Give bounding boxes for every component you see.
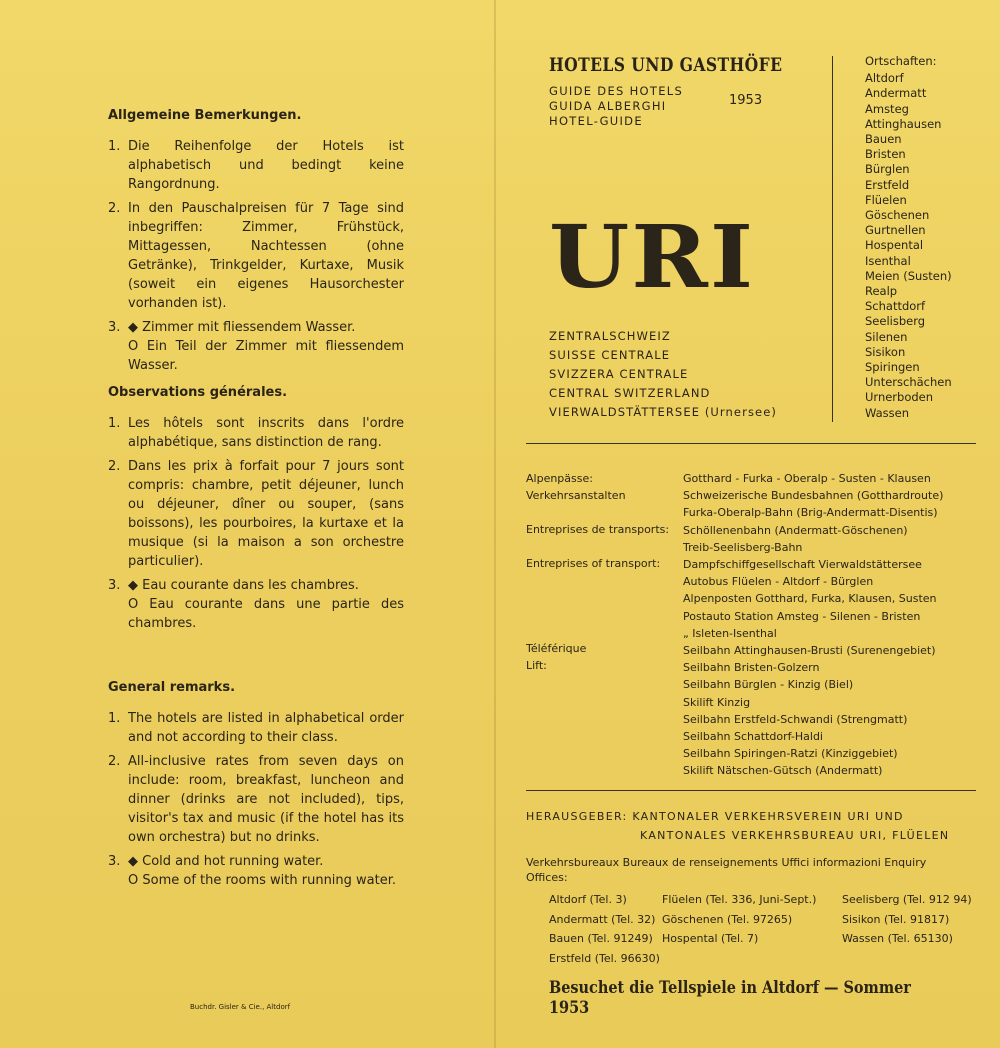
section-allgemeine (108, 108, 404, 380)
remarks-list (108, 414, 404, 633)
list-item: 3. ◆ Cold and hot running water. O Some of the rooms with running water. (108, 854, 397, 888)
places-title: Ortschaften: (865, 54, 937, 68)
section-title: Observations générales. (108, 385, 288, 400)
place-item: Seelisberg (865, 314, 926, 329)
place-item: Attinghausen (865, 116, 942, 131)
transport-line: Seilbahn Attinghausen-Brusti (Surenengebiet) (683, 644, 936, 658)
list-item: 2. In den Pauschalpreisen für 7 Tage sind inbegriffen: Zimmer, Frühstück, Mittagessen, Nachtessen (ohne Getränke), Trinkgelder, Kurtaxe, Musik (soweit ein eigenes Hausorchester vorhanden ist). (108, 201, 404, 311)
place-item: Gurtnellen (865, 223, 926, 238)
transport-line: Seilbahn Erstfeld-Schwandi (Strengmatt) (683, 712, 908, 726)
place-item: Amsteg (865, 101, 909, 116)
place-item: Sisikon (865, 344, 906, 359)
place-item: Wassen (865, 405, 910, 420)
transport-line: Schöllenenbahn (Andermatt-Göschenen) (683, 523, 908, 537)
section-title: Allgemeine Bemerkungen. (108, 108, 302, 123)
office-entry: Göschenen (Tel. 97265) (662, 912, 793, 926)
section-observations (108, 385, 404, 638)
place-item: Hospental (865, 238, 924, 253)
place-item: Andermatt (865, 86, 927, 101)
list-item: 1. Die Reihenfolge der Hotels ist alphabetisch und bedingt keine Rangordnung. (108, 139, 404, 192)
transport-labels: Alpenpässe: Verkehrsanstalten Entreprises de transports: Entreprises of transport: Téléférique Lift: (526, 472, 670, 672)
office-entry: Hospental (Tel. 7) (662, 932, 759, 945)
horizontal-divider (526, 443, 976, 444)
office-entry: Sisikon (Tel. 91817) (842, 912, 950, 926)
transport-line: Gotthard - Furka - Oberalp - Susten - Klausen (683, 472, 931, 485)
place-item: Bürglen (865, 162, 910, 177)
place-item: Erstfeld (865, 177, 910, 192)
place-item: Göschenen (865, 208, 930, 223)
place-item: Bristen (865, 147, 906, 162)
list-item: 3. ◆ Zimmer mit fliessendem Wasser. O Ein Teil der Zimmer mit fliessendem Wasser. (108, 320, 404, 373)
section-general (108, 680, 404, 895)
transport-line: Seilbahn Schattdorf-Haldi (683, 730, 823, 744)
place-item: Unterschächen (865, 375, 952, 390)
transport-line: Alpenposten Gotthard, Furka, Klausen, Susten (683, 592, 937, 606)
transport-line: Skilift Nätschen-Gütsch (Andermatt) (683, 764, 883, 778)
transport-line: Seilbahn Bürglen - Kinzig (Biel) (683, 678, 854, 692)
canton-name: URI (549, 207, 756, 308)
vertical-divider (832, 56, 833, 422)
transport-line: Treib-Seelisberg-Bahn (683, 540, 803, 554)
list-item: 1. Les hôtels sont inscrits dans l'ordre alphabétique, sans distinction de rang. (108, 416, 404, 450)
transport-line: Dampfschiffgesellschaft Vierwaldstättersee (683, 558, 922, 572)
guide-title: HOTELS UND GASTHÖFE (549, 54, 783, 76)
place-item: Meien (Susten) (865, 268, 952, 283)
section-title: General remarks. (108, 680, 236, 695)
transport-line: Seilbahn Spiringen-Ratzi (Kinziggebiet) (683, 747, 898, 761)
transport-line: Schweizerische Bundesbahnen (Gotthardroute) (683, 489, 944, 503)
remarks-list (108, 709, 404, 890)
office-entry: Flüelen (Tel. 336, Juni-Sept.) (662, 893, 817, 906)
guide-year: 1953 (729, 93, 763, 108)
printer-credit: Buchdr. Gisler & Cie., Altdorf (190, 1003, 291, 1011)
publisher: HERAUSGEBER: KANTONALER VERKEHRSVEREIN URI UND KANTONALES VERKEHRSBUREAU URI, FLÜELEN (526, 810, 950, 842)
transport-line: Postauto Station Amsteg - Silenen - Bristen (683, 609, 921, 623)
transport-line: Furka-Oberalp-Bahn (Brig-Andermatt-Disentis) (683, 506, 938, 520)
region-lines: ZENTRALSCHWEIZ SUISSE CENTRALE SVIZZERA CENTRALE CENTRAL SWITZERLAND VIERWALDSTÄTTERSEE (Urnersee) (549, 329, 777, 419)
office-entry: Erstfeld (Tel. 96630) (549, 951, 660, 965)
place-item: Realp (865, 284, 898, 299)
remarks-list (108, 137, 404, 375)
transport-line: Skilift Kinzig (683, 695, 751, 709)
place-item: Flüelen (865, 192, 907, 207)
list-item: 2. Dans les prix à forfait pour 7 jours sont compris: chambre, petit déjeuner, lunch ou déjeuner, dîner ou souper, (sans boissons), les pourboires, la kurtaxe et la musique (si la maison a son orchestre particulier). (108, 459, 404, 569)
fold-line (494, 0, 496, 1048)
office-entry: Altdorf (Tel. 3) (549, 893, 627, 906)
place-item: Silenen (865, 329, 908, 344)
list-item: 3. ◆ Eau courante dans les chambres. O Eau courante dans une partie des chambres. (108, 578, 404, 631)
place-item: Spiringen (865, 360, 920, 375)
places-list (865, 54, 952, 421)
transport-values (683, 470, 943, 780)
place-item: Urnerboden (865, 390, 934, 405)
office-entry: Seelisberg (Tel. 912 94) (842, 893, 972, 906)
transport-line: Autobus Flüelen - Altdorf - Bürglen (683, 575, 874, 589)
office-entry: Bauen (Tel. 91249) (549, 932, 653, 945)
transport-line: „ Isleten-Isenthal (683, 626, 777, 640)
transport-line: Seilbahn Bristen-Golzern (683, 661, 820, 675)
place-item: Isenthal (865, 253, 911, 268)
place-item: Bauen (865, 132, 902, 147)
place-item: Altdorf (865, 71, 904, 86)
office-entry: Wassen (Tel. 65130) (842, 932, 953, 945)
place-item: Schattdorf (865, 299, 926, 314)
horizontal-divider (526, 790, 976, 791)
list-item: 1. The hotels are listed in alphabetical order and not according to their class. (108, 711, 404, 745)
list-item: 2. All-inclusive rates from seven days on include: room, breakfast, luncheon and dinner (drinks are not included), tips, visitor's tax and music (if the hotel has its own orchestra) but no drinks. (108, 754, 404, 845)
footer-slogan: Besuchet die Tellspiele in Altdorf — Sommer 1953 (549, 978, 911, 1018)
office-entry: Andermatt (Tel. 32) (549, 912, 656, 926)
offices-heading: Verkehrsbureaux Bureaux de renseignements Uffici informazioni Enquiry Offices: (526, 856, 927, 884)
guide-subtitles: GUIDE DES HOTELS GUIDA ALBERGHI HOTEL-GUIDE (549, 84, 684, 128)
